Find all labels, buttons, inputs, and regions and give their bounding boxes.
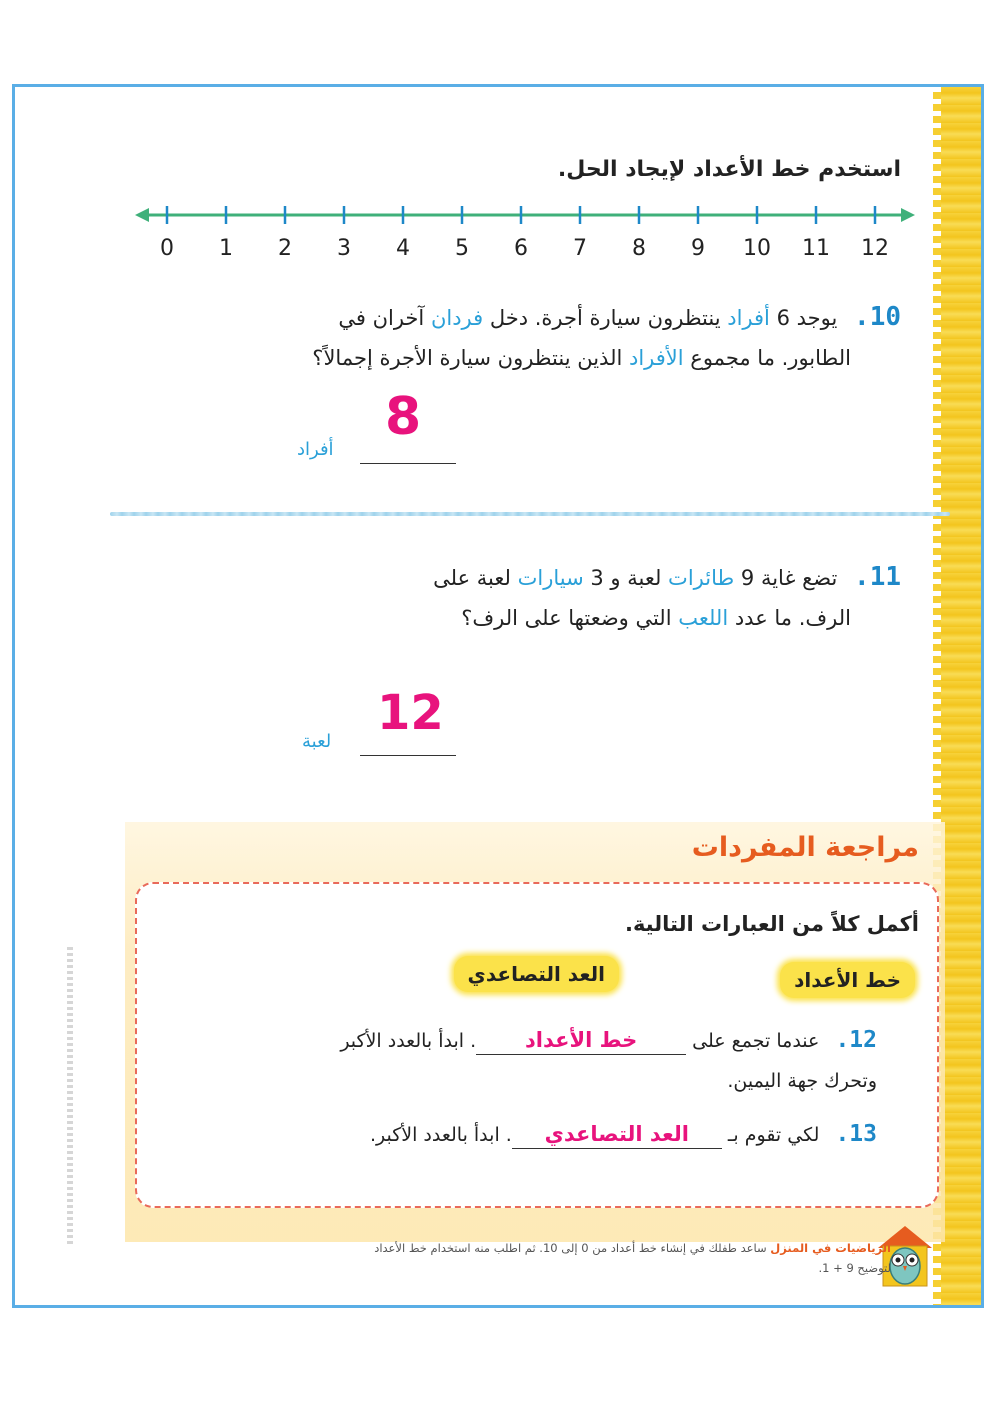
q11-text-c: لعبة و 3 <box>583 566 669 590</box>
q11-text-2a: الرف. ما عدد <box>728 606 851 630</box>
vocab-instruction: أكمل كلاً من العبارات التالية. <box>624 912 919 936</box>
number-line-label: 2 <box>278 236 292 261</box>
question-number: 12. <box>835 1027 877 1053</box>
footer-line2: لتوضيح 9 + 1. <box>818 1261 891 1275</box>
q10-text-c: ينتظرون سيارة أجرة. دخل <box>483 306 728 330</box>
vocab-box <box>135 882 939 1208</box>
q12-after: . ابدأ بالعدد الأكبر <box>340 1030 477 1052</box>
q12-before: عندما تجمع على <box>686 1030 820 1052</box>
q11-keyword-toys: اللعب <box>678 606 729 630</box>
number-line-label: 7 <box>573 236 587 261</box>
side-copyright-text <box>67 947 73 1247</box>
number-line-label: 3 <box>337 236 351 261</box>
q11-text-e: لعبة على <box>433 566 518 590</box>
q10-keyword-individuals: أفراد <box>727 306 770 330</box>
answer-line-11 <box>360 755 456 756</box>
q13-after: . ابدأ بالعدد الأكبر. <box>369 1124 512 1146</box>
unit-10: أفراد <box>297 439 334 460</box>
number-line-label: 0 <box>160 236 174 261</box>
q10-text-a: يوجد 6 <box>769 306 838 330</box>
arrow-right-icon <box>901 208 915 222</box>
footer-home-math <box>171 1238 891 1278</box>
q11-text-2c: التي وضعتها على الرف؟ <box>461 606 679 630</box>
number-line-label: 6 <box>514 236 528 261</box>
term-counting-on: العد التصاعدي <box>454 956 619 992</box>
question-12 <box>157 1020 877 1101</box>
number-line-label: 9 <box>691 236 705 261</box>
q11-text-a: تضع غاية 9 <box>734 566 838 590</box>
number-line-label: 11 <box>802 236 830 261</box>
q10-keyword-pair: فردان <box>430 306 484 330</box>
number-line-label: 4 <box>396 236 410 261</box>
yellow-edge-strip <box>939 87 981 1305</box>
page-frame <box>12 84 984 1308</box>
question-13 <box>157 1114 877 1155</box>
q10-text-2a: الطابور. ما مجموع <box>683 346 851 370</box>
answer-line-10 <box>360 463 456 464</box>
instruction: استخدم خط الأعداد لإيجاد الحل. <box>557 157 901 182</box>
answer-11: 12 <box>377 685 444 741</box>
q13-answer: العد التصاعدي <box>512 1120 722 1149</box>
vocab-title: مراجعة المفردات <box>691 832 919 863</box>
q13-before: لكي تقوم بـ <box>721 1124 820 1146</box>
q11-keyword-planes: طائرات <box>668 566 735 590</box>
q11-keyword-cars: سيارات <box>517 566 584 590</box>
question-11 <box>181 557 901 638</box>
question-number: 10. <box>854 302 901 332</box>
q12-answer: خط الأعداد <box>476 1026 686 1055</box>
footer-text: ساعد طفلك في إنشاء خط أعداد من 0 إلى 10. ثم اطلب منه استخدام خط الأعداد <box>374 1241 771 1255</box>
number-line <box>135 197 915 267</box>
question-10 <box>181 297 901 378</box>
number-line-label: 10 <box>743 236 771 261</box>
q10-keyword-individuals-2: الأفراد <box>629 346 684 370</box>
section-divider <box>110 512 950 516</box>
footer-label: الرياضيات في المنزل <box>770 1241 891 1255</box>
term-number-line: خط الأعداد <box>780 962 915 998</box>
question-number: 11. <box>854 562 901 592</box>
q10-text-e: آخران في <box>338 306 431 330</box>
arrow-left-icon <box>135 208 149 222</box>
q12-line2: وتحرك جهة اليمين. <box>727 1070 877 1092</box>
number-line-label: 8 <box>632 236 646 261</box>
number-line-label: 1 <box>219 236 233 261</box>
answer-10: 8 <box>385 387 422 447</box>
question-number: 13. <box>835 1121 877 1147</box>
q10-text-2c: الذين ينتظرون سيارة الأجرة إجمالاً؟ <box>312 346 629 370</box>
number-line-label: 12 <box>861 236 889 261</box>
number-line-label: 5 <box>455 236 469 261</box>
unit-11: لعبة <box>302 731 332 752</box>
